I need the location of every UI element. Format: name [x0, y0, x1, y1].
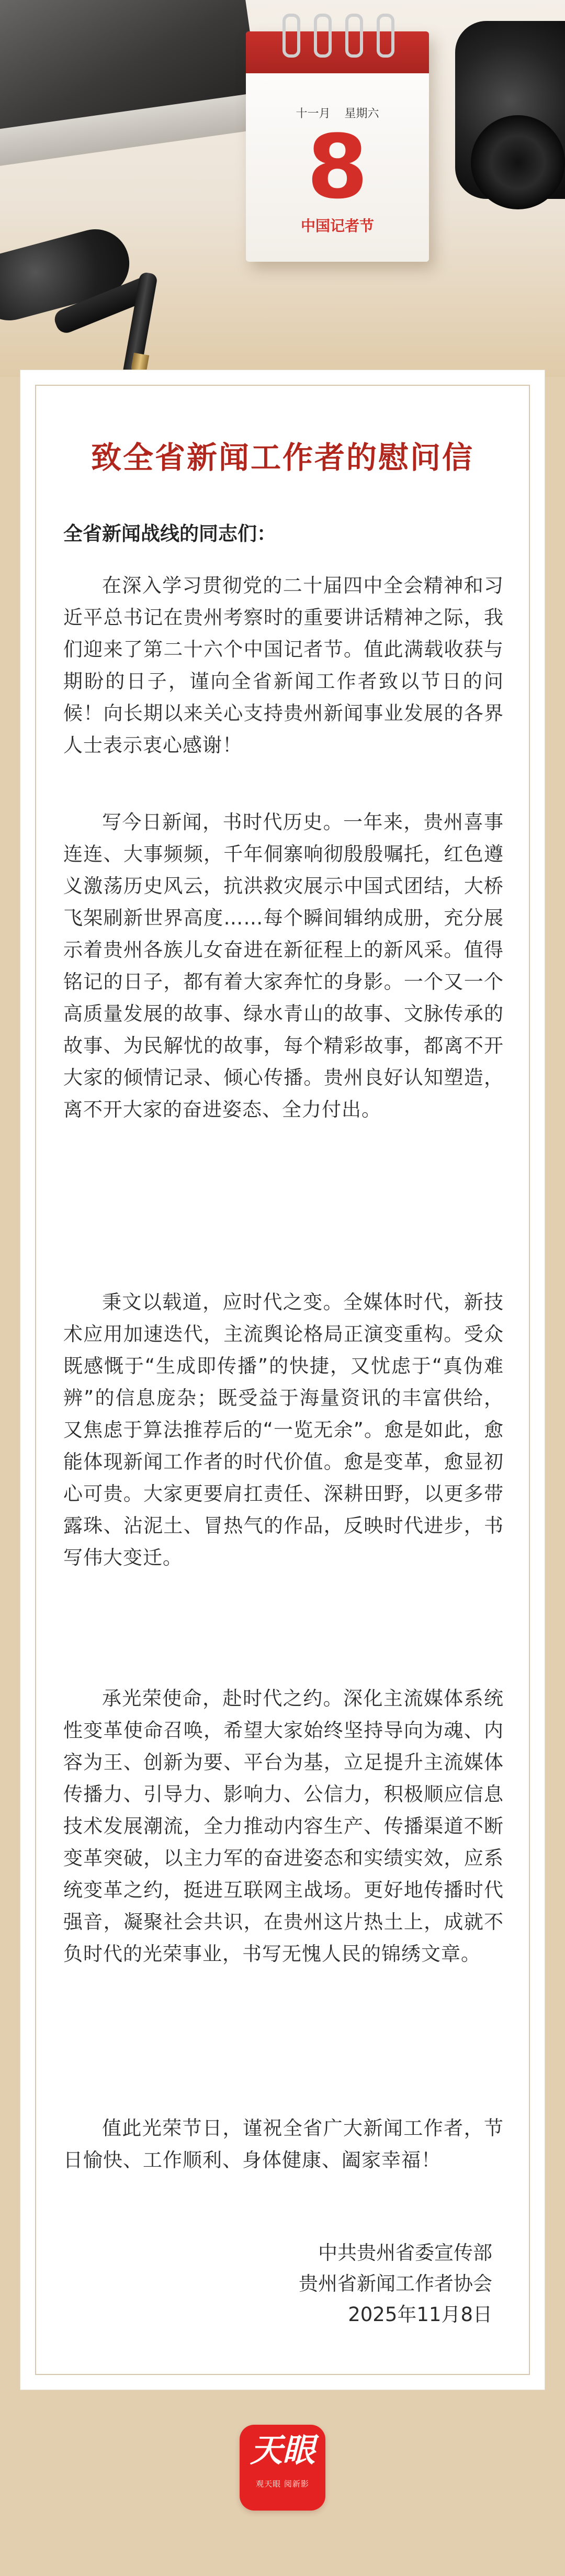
calendar-weekday: 星期六 — [344, 107, 379, 120]
calendar-festival: 中国记者节 — [300, 217, 374, 235]
calendar-ring-icon — [282, 14, 300, 58]
calendar-ring-icon — [377, 14, 394, 58]
calendar-header — [246, 31, 429, 73]
signature-org-propaganda: 中共贵州省委宣传部 — [318, 2242, 492, 2264]
letter-greeting: 全省新闻战线的同志们： — [63, 522, 276, 545]
letter-card — [20, 370, 545, 2390]
letter-paragraph-2: 写今日新闻，书时代历史。一年来，贵州喜事连连、大事频频，千年侗寨响彻殷殷嘱托，红色遵义激荡历史风云，抗洪救灾展示中国式团结，大桥飞架刷新世界高度……每个瞬间辑纳成册，充分展示着贵州各族儿女奋进在新征程上的新风采。值得铭记的日子，都有着大家奔忙的身影。一个又一个高质量发展的故事、绿水青山的故事、文脉传承的故事、为民解忧的故事，每个精彩故事，都离不开大家的倾情记录、倾心传播。贵州良好认知塑造，离不开大家的奋进姿态、全力付出。 — [63, 811, 504, 1121]
letter-title: 致全省新闻工作者的慰问信 — [91, 440, 474, 475]
letter-paragraph-4: 承光荣使命，赴时代之约。深化主流媒体系统性变革使命召唤，希望大家始终坚持导向为魂、内容为王、创新为要、平台为基，立足提升主流媒体传播力、引导力、影响力、公信力，积极顺应信息技术发展潮流，全力推动内容生产、传播渠道不断变革突破，以主力军的奋进姿态和实绩实效，应系统变革之约，挺进互联网主战场。更好地传播时代强音，凝聚社会共识，在贵州这片热土上，成就不负时代的光荣事业，书写无愧人民的锦绣文章。 — [63, 1687, 504, 1965]
signature-org-journalists-association: 贵州省新闻工作者协会 — [299, 2272, 492, 2295]
letter-paragraph-3: 秉文以载道，应时代之变。全媒体时代，新技术应用加速迭代，主流舆论格局正演变重构。受众既感慨于“生成即传播”的快捷，又忧虑于“真伪难辨”的信息庞杂；既受益于海量资讯的丰富供给，又焦虑于算法推荐后的“一览无余”。愈是如此，愈能体现新闻工作者的时代价值。愈是变革，愈显初心可贵。大家更要肩扛责任、深耕田野，以更多带露珠、沾泥土、冒热气的作品，反映时代进步，书写伟大变迁。 — [63, 1291, 504, 1569]
signature-date: 2025年11月8日 — [348, 2303, 492, 2326]
desk-calendar — [246, 31, 429, 262]
calendar-ring-icon — [314, 14, 332, 58]
signature-block — [299, 2237, 492, 2330]
letter-paragraph-5: 值此光荣节日，谨祝全省广大新闻工作者，节日愉快、工作顺利、身体健康、阖家幸福！ — [63, 2117, 504, 2171]
calendar-ring-icon — [345, 14, 363, 58]
tianyan-logo — [240, 2425, 325, 2511]
logo-text: 天眼 — [250, 2431, 315, 2469]
hero-photo — [0, 0, 565, 377]
camera-lens-illustration — [471, 115, 565, 209]
logo-tagline: 观天眼 阅新影 — [256, 2479, 309, 2489]
letter-paragraph-1: 在深入学习贯彻党的二十届四中全会精神和习近平总书记在贵州考察时的重要讲话精神之际，我们迎来了第二十六个中国记者节。值此满载收获与期盼的日子，谨向全省新闻工作者致以节日的问候！向长期以来关心支持贵州新闻事业发展的各界人士表示衷心感谢！ — [63, 574, 504, 756]
calendar-day: 8 — [307, 116, 368, 218]
calendar-month: 十一月 — [296, 107, 331, 120]
